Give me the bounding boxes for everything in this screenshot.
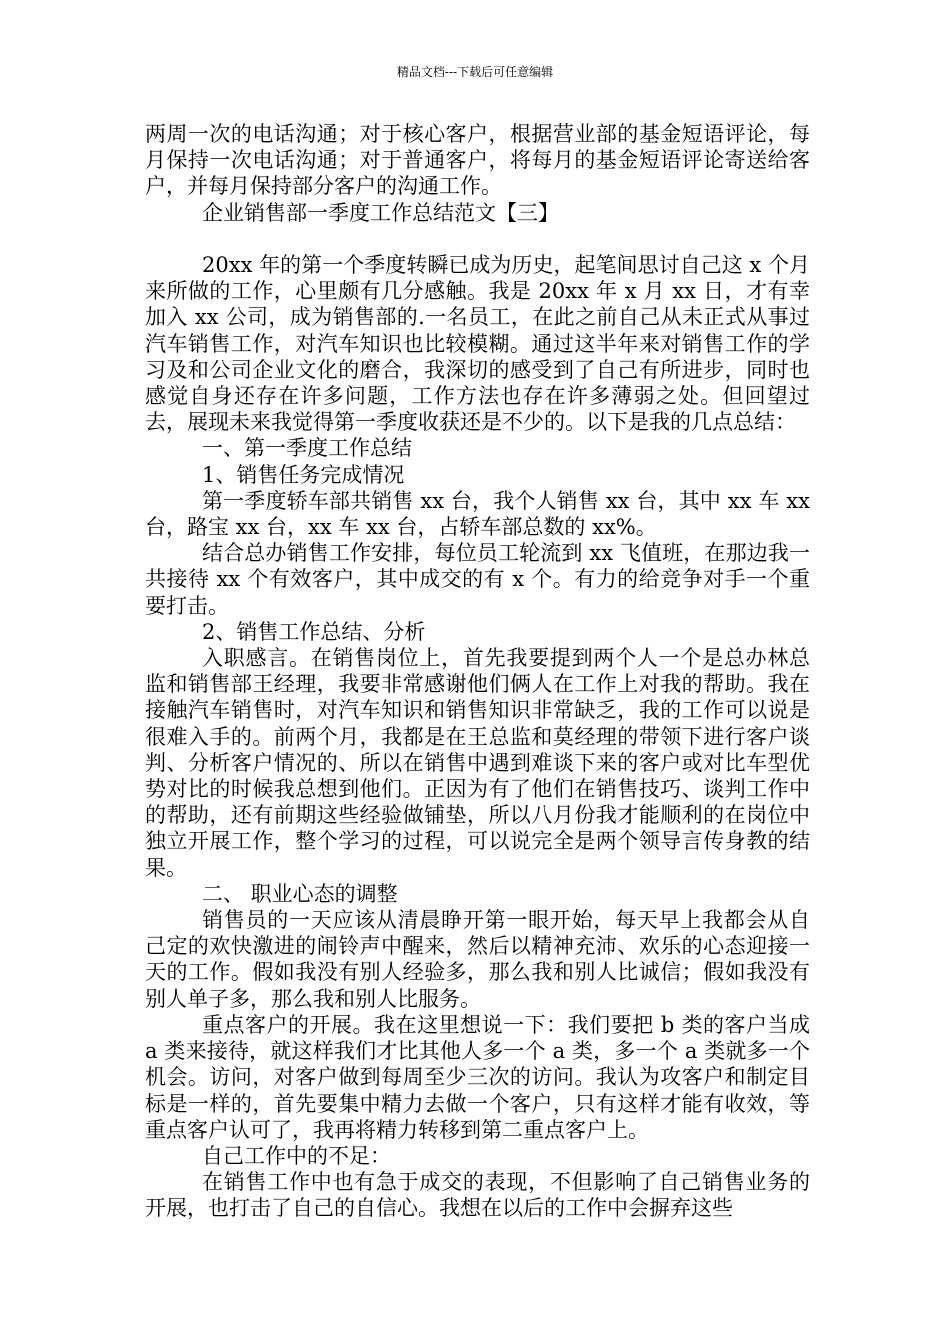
paragraph-key-clients: 重点客户的开展。我在这里想说一下：我们要把 b 类的客户当成 a 类来接待，就这样我们才比其他人多一个 a 类，多一个 a 类就多一个机会。访问，对客户做到每周至少三次的访问。我认为攻客户和制定目标是一样的，首先要集中精力去做一个客户，只有这样才能有收效，等重点客户认可了，我再将精力转移到第二重点客户上。	[145, 1012, 810, 1142]
paragraph-intro: 20xx 年的第一个季度转瞬已成为历史，起笔间思讨自己这 x 个月来所做的工作，心里颇有几分感触。我是 20xx 年 x 月 xx 日，才有幸加入 xx 公司，成为销售部的.一名员工，在此之前自己从未正式从事过汽车销售工作，对汽车知识也比较模糊。通过这半年来对销售工作的学习及和公司企业文化的磨合，我深切的感受到了自己有所进步，同时也感觉自身还存在许多问题，工作方法也存在许多薄弱之处。但回望过去，展现未来我觉得第一季度收获还是不少的。以下是我的几点总结：	[145, 253, 810, 435]
section-title: 企业销售部一季度工作总结范文【三】	[202, 200, 559, 225]
heading-sales-analysis: 2、销售工作总结、分析	[202, 619, 426, 644]
page-header: 精品文档---下载后可任意编辑	[396, 65, 554, 79]
paragraph-shortcomings: 在销售工作中也有急于成交的表现，不但影响了自己销售业务的开展，也打击了自己的自信心。我想在以后的工作中会摒弃这些	[145, 1170, 810, 1221]
paragraph-sales-figures: 第一季度轿车部共销售 xx 台，我个人销售 xx 台，其中 xx 车 xx 台，路宝 xx 台，xx 车 xx 台，占轿车部总数的 xx%。	[145, 488, 810, 540]
paragraph-client-communication: 两周一次的电话沟通；对于核心客户，根据营业部的基金短语评论，每月保持一次电话沟通；对于普通客户，将每月的基金短语评论寄送给客户，并每月保持部分客户的沟通工作。	[145, 122, 810, 199]
heading-sales-task: 1、销售任务完成情况	[202, 462, 405, 487]
paragraph-duty-rotation: 结合总办销售工作安排，每位员工轮流到 xx 飞值班，在那边我一共接待 xx 个有效客户，其中成交的有 x 个。有力的给竞争对手一个重要打击。	[145, 541, 810, 618]
heading-shortcomings: 自己工作中的不足：	[202, 1143, 391, 1168]
blank-line	[145, 226, 810, 252]
document-body	[145, 121, 810, 1222]
heading-mindset: 二、 职业心态的调整	[202, 881, 398, 906]
paragraph-daily-attitude: 销售员的一天应该从清晨睁开第一眼开始，每天早上我都会从自己定的欢快激进的闹铃声中醒来，然后以精神充沛、欢乐的心态迎接一天的工作。假如我没有别人经验多，那么我和别人比诚信；假如我没有别人单子多，那么我和别人比服务。	[145, 908, 810, 1011]
heading-q1-summary: 一、第一季度工作总结	[202, 436, 412, 461]
paragraph-onboarding: 入职感言。在销售岗位上，首先我要提到两个人一个是总办林总监和销售部王经理，我要非常感谢他们俩人在工作上对我的帮助。我在接触汽车销售时，对汽车知识和销售知识非常缺乏，我的工作可以说是很难入手的。前两个月，我都是在王总监和莫经理的带领下进行客户谈判、分析客户情况的、所以在销售中遇到难谈下来的客户或对比车型优势对比的时候我总想到他们。正因为有了他们在销售技巧、谈判工作中的帮助，还有前期这些经验做铺垫，所以八月份我才能顺利的在岗位中独立开展工作，整个学习的过程，可以说完全是两个领导言传身教的结果。	[145, 646, 810, 880]
